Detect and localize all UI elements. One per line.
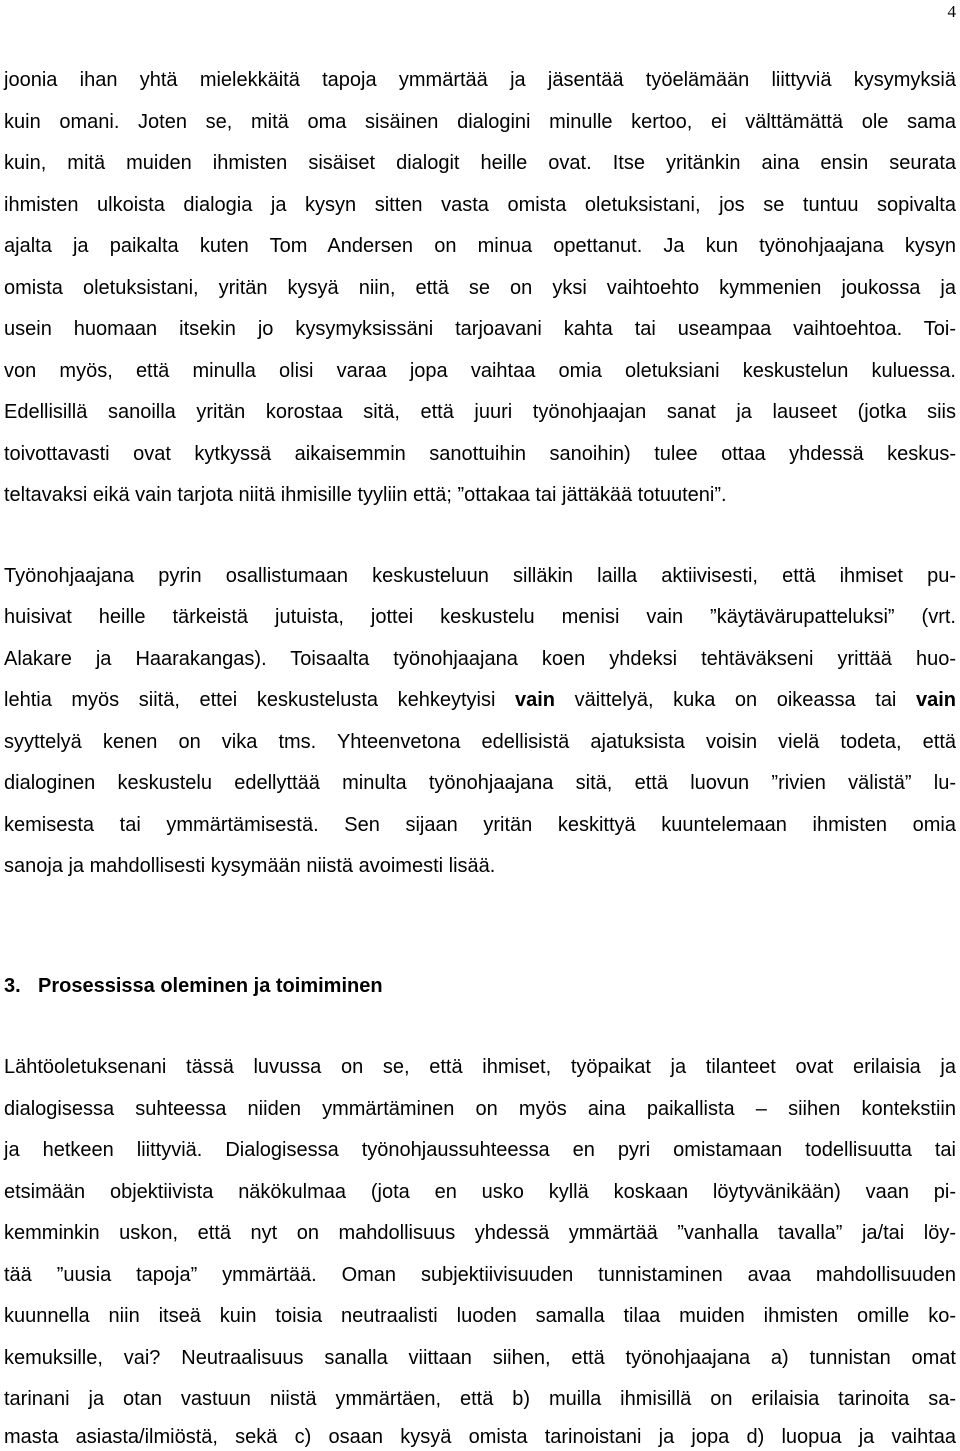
text-line: Työnohjaajana pyrin osallistumaan keskusteluun silläkin lailla aktiivisesti, että ihmiset pu- (4, 565, 956, 587)
text-segment: lehtia myös siitä, ettei keskustelusta kehkeytyisi (4, 689, 515, 711)
text-line: usein huomaan itsekin jo kysymyksissäni tarjoavani kahta tai useampaa vaihtoehtoa. Toi- (4, 318, 956, 340)
text-line: von myös, että minulla olisi varaa jopa vaihtaa omia oletuksiani keskustelun kuluessa. (4, 360, 956, 382)
emphasis-vain: vain (915, 689, 956, 711)
text-line: kuin, mitä muiden ihmisten sisäiset dialogit heille ovat. Itse yritänkin aina ensin seurata (4, 152, 956, 174)
text-line: toivottavasti ovat kytkyssä aikaisemmin sanottuihin sanoihin) tulee ottaa yhdessä keskus- (4, 443, 956, 465)
text-line: kemminkin uskon, että nyt on mahdollisuus yhdessä ymmärtää ”vanhalla tavalla” ja/tai löy- (4, 1222, 956, 1244)
text-segment: väittelyä, kuka on oikeassa tai (555, 689, 916, 711)
text-line: etsimään objektiivista näkökulmaa (jota en usko kyllä koskaan löytyvänikään) vaan pi- (4, 1181, 956, 1203)
text-line: ihmisten ulkoista dialogia ja kysyn sitten vasta omista oletuksistani, jos se tuntuu sopivalta (4, 194, 956, 216)
text-line: dialogisessa suhteessa niiden ymmärtäminen on myös aina paikallista – siihen kontekstiin (4, 1098, 956, 1120)
text-line: tää ”uusia tapoja” ymmärtää. Oman subjektiivisuuden tunnistaminen avaa mahdollisuuden (4, 1264, 956, 1286)
text-line: omista oletuksistani, yritän kysyä niin, että se on yksi vaihtoehto kymmenien joukossa ja (4, 277, 956, 299)
text-line: ajalta ja paikalta kuten Tom Andersen on minua opettanut. Ja kun työnohjaajana kysyn (4, 235, 956, 257)
page-number: 4 (947, 2, 956, 21)
text-line: Edellisillä sanoilla yritän korostaa sitä, että juuri työnohjaajan sanat ja lauseet (jotka siis (4, 401, 956, 423)
text-line: kemisesta tai ymmärtämisestä. Sen sijaan yritän keskittyä kuuntelemaan ihmisten omia (4, 814, 956, 836)
text-line: ja hetkeen liittyviä. Dialogisessa työnohjaussuhteessa en pyri omistamaan todellisuutta tai (4, 1139, 956, 1161)
section-heading (4, 973, 383, 999)
text-line: sanoja ja mahdollisesti kysymään niistä avoimesti lisää. (4, 855, 496, 877)
text-line (4, 687, 956, 713)
text-line: kemuksille, vai? Neutraalisuus sanalla viittaan siihen, että työnohjaajana a) tunnistan omat (4, 1347, 956, 1369)
text-line: joonia ihan yhtä mielekkäitä tapoja ymmärtää ja jäsentää työelämään liittyviä kysymyksiä (4, 69, 956, 91)
text-line: kuin omani. Joten se, mitä oma sisäinen dialogini minulle kertoo, ei välttämättä ole sama (4, 111, 956, 133)
text-line: dialoginen keskustelu edellyttää minulta työnohjaajana sitä, että luovun ”rivien välistä” lu- (4, 772, 956, 794)
text-line: kuunnella niin itseä kuin toisia neutraalisti luoden samalla tilaa muiden ihmisten omille ko- (4, 1305, 956, 1327)
text-line: syyttelyä kenen on vika tms. Yhteenvetona edellisistä ajatuksista voisin vielä todeta, että (4, 731, 956, 753)
section-number: 3. (4, 975, 21, 997)
text-line: teltavaksi eikä vain tarjota niitä ihmisille tyyliin että; ”ottakaa tai jättäkää totuuteni”. (4, 484, 727, 506)
text-line: huisivat heille tärkeistä jutuista, jottei keskustelu menisi vain ”käytävärupatteluksi” (vrt. (4, 606, 956, 628)
text-line: masta asiasta/ilmiöstä, sekä c) osaan kysyä omista tarinoistani ja jopa d) luopua ja vaihtaa (4, 1426, 956, 1448)
section-title: Prosessissa oleminen ja toimiminen (38, 975, 383, 997)
text-line: tarinani ja otan vastuun niistä ymmärtäen, että b) muilla ihmisillä on erilaisia tarinoita sa- (4, 1388, 956, 1410)
text-line: Lähtöoletuksenani tässä luvussa on se, että ihmiset, työpaikat ja tilanteet ovat erilaisia ja (4, 1056, 956, 1078)
text-line: Alakare ja Haarakangas). Toisaalta työnohjaajana koen yhdeksi tehtäväkseni yrittää huo- (4, 648, 956, 670)
emphasis-vain: vain (514, 689, 556, 711)
